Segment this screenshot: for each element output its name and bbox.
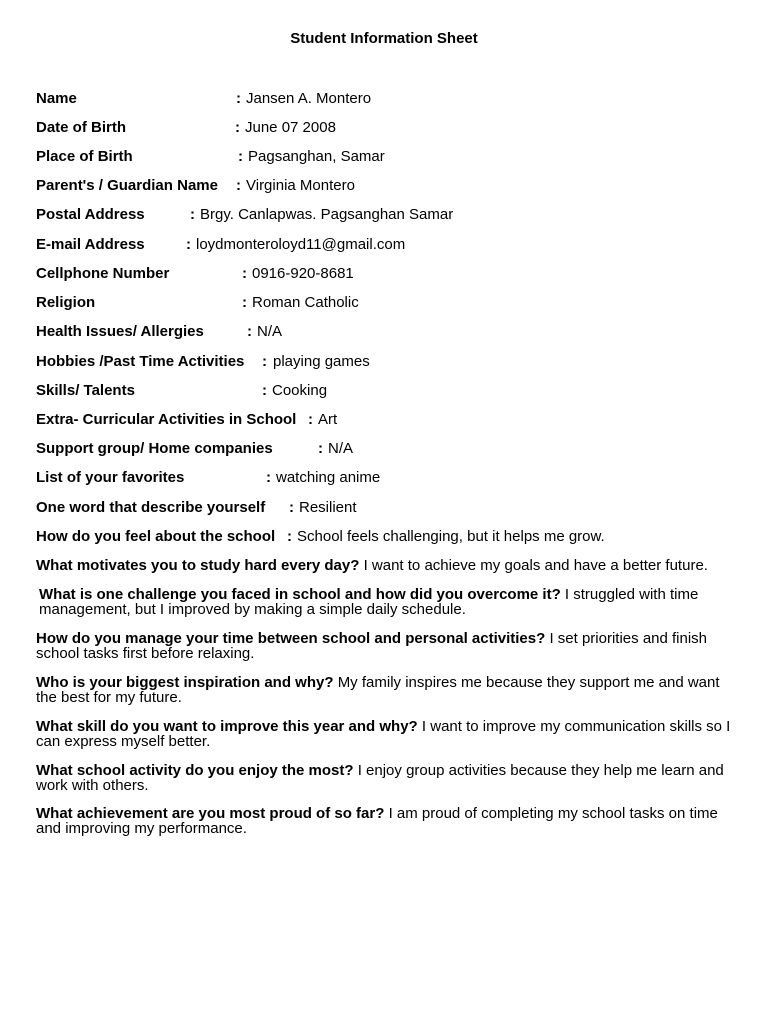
field-label: Hobbies /Past Time Activities [36,353,245,370]
field-row-feel-about-school [36,528,605,546]
field-separator: : [247,323,252,340]
field-separator: : [190,206,195,223]
question-text: What skill do you want to improve this year and why? [36,718,422,735]
field-label: Place of Birth [36,148,133,165]
field-value: Brgy. Canlapwas. Pagsanghan Samar [200,206,454,223]
field-label: Postal Address [36,206,145,223]
field-separator: : [236,177,241,194]
field-value: watching anime [276,469,381,486]
answer-text: I set priorities and finish school tasks first before relaxing. [36,630,708,662]
answer-text: I am proud of completing my school tasks on time and improving my performance. [36,805,718,837]
answer-text: I want to improve my communication skills so I can express myself better. [36,718,731,750]
field-separator: : [287,528,292,545]
field-row-email-address [36,236,406,254]
field-label: Extra- Curricular Activities in School [36,411,297,428]
field-row-hobbies [36,353,370,371]
document-title: Student Information Sheet [290,30,478,47]
field-row-extra-curricular [36,411,338,429]
field-value: N/A [328,440,354,457]
qa-paragraph-inspiration [36,675,736,705]
field-separator: : [235,119,240,136]
field-row-cellphone-number [36,265,354,283]
field-label: How do you feel about the school [36,528,276,545]
answer-text: I struggled with time management, but I improved by making a simple daily schedule. [39,586,699,618]
field-row-favorites [36,469,381,487]
field-separator: : [262,382,267,399]
field-separator: : [289,499,294,516]
field-value: Resilient [299,499,357,516]
field-separator: : [186,236,191,253]
field-value: N/A [257,323,283,340]
field-label: E-mail Address [36,236,145,253]
field-separator: : [262,353,267,370]
field-row-support-group [36,440,354,458]
field-label: Skills/ Talents [36,382,135,399]
field-label: Health Issues/ Allergies [36,323,204,340]
field-value: Virginia Montero [246,177,355,194]
question-text: What achievement are you most proud of so far? [36,805,389,822]
qa-paragraph-skill-improve [36,719,736,749]
field-separator: : [242,265,247,282]
field-value: Roman Catholic [252,294,359,311]
field-value: School feels challenging, but it helps me grow. [297,528,605,545]
field-row-health-issues [36,323,283,341]
field-row-guardian-name [36,177,355,195]
question-text: Who is your biggest inspiration and why? [36,674,338,691]
field-value: Cooking [272,382,328,399]
field-row-place-of-birth [36,148,385,166]
field-value: 0916-920-8681 [252,265,354,282]
qa-paragraph-motivation [36,558,736,573]
field-row-skills-talents [36,382,328,400]
field-value: Art [318,411,338,428]
field-separator: : [236,90,241,107]
qa-paragraph-time-management [36,631,736,661]
field-row-name [36,90,372,108]
field-separator: : [238,148,243,165]
field-label: Name [36,90,77,107]
field-row-one-word [36,499,357,517]
field-row-postal-address [36,206,454,224]
field-row-date-of-birth [36,119,336,137]
qa-paragraph-school-activity [36,763,736,793]
field-value: loydmonteroloyd11@gmail.com [196,236,406,253]
qa-paragraph-achievement [36,806,736,836]
answer-text: I enjoy group activities because they help me learn and work with others. [36,762,724,794]
field-label: Religion [36,294,96,311]
field-value: June 07 2008 [245,119,336,136]
field-row-religion [36,294,359,312]
qa-paragraph-challenge [39,587,736,617]
field-value: Jansen A. Montero [246,90,372,107]
question-text: What motivates you to study hard every day? [36,557,364,574]
field-label: Parent's / Guardian Name [36,177,218,194]
field-label: Support group/ Home companies [36,440,273,457]
field-label: One word that describe yourself [36,499,266,516]
question-text: What is one challenge you faced in school and how did you overcome it? [39,586,565,603]
field-value: Pagsanghan, Samar [248,148,385,165]
field-separator: : [242,294,247,311]
field-label: Date of Birth [36,119,126,136]
field-label: List of your favorites [36,469,185,486]
answer-text: I want to achieve my goals and have a better future. [363,557,708,574]
question-text: What school activity do you enjoy the most? [36,762,358,779]
field-separator: : [318,440,323,457]
question-text: How do you manage your time between school and personal activities? [36,630,550,647]
field-separator: : [266,469,271,486]
field-label: Cellphone Number [36,265,170,282]
answer-text: My family inspires me because they support me and want the best for my future. [36,674,720,706]
field-separator: : [308,411,313,428]
field-value: playing games [273,353,370,370]
